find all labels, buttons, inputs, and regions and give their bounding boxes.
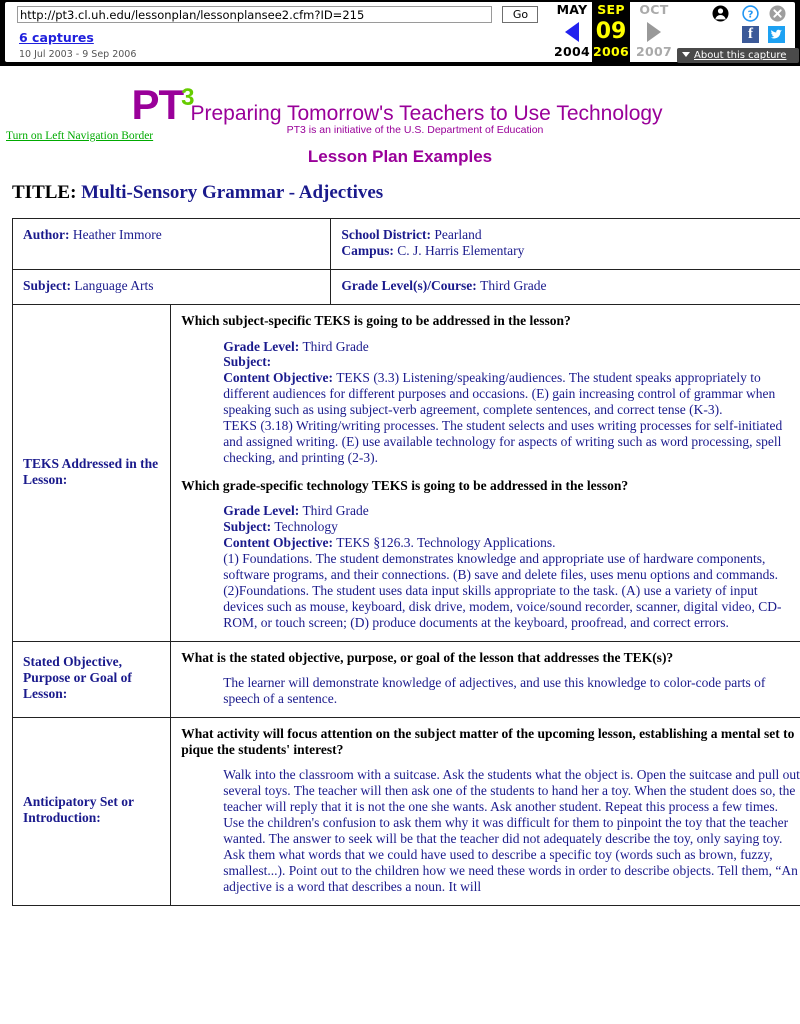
user-account-icon[interactable] [712,5,729,22]
teks2-objective-label: Content Objective: [223,535,334,551]
teks2-grade-value: Third Grade [302,503,369,519]
grade-value: Third Grade [480,278,547,293]
pt3-logo-tagline: Preparing Tomorrow's Teachers to Use Technology [190,102,663,125]
objective-row-label: Stated Objective, Purpose or Goal of Lesson: [13,641,171,717]
current-capture-column [592,2,630,62]
next-capture-column[interactable] [632,2,676,62]
current-year-label: 2006 [593,44,629,59]
table-row-teks [13,305,800,642]
teks2-objective-value: TEKS §126.3. Technology Applications. [336,535,556,551]
facebook-icon[interactable] [742,26,759,43]
anticipatory-answer [223,767,800,894]
table-row-subject [13,270,800,305]
page-content [0,66,800,906]
objective-answer-text: The learner will demonstrate knowledge of adjectives, and use this knowledge to color-code parts of speech of a sentence. [223,675,766,707]
teks-answer-2 [223,503,800,630]
table-row-author [13,219,800,270]
objective-question: What is the stated objective, purpose, or goal of the lesson that addresses the TEK(s)? [181,649,674,665]
author-value: Heather Immore [72,227,162,242]
teks-answer-1 [223,339,800,466]
help-icon[interactable] [742,5,759,22]
previous-month-label: MAY [556,2,588,17]
facebook-glyph: f [748,26,753,42]
next-month-label: OCT [639,2,669,17]
turn-on-left-navigation-border-link[interactable]: Turn on Left Navigation Border [6,130,154,142]
table-row-objective [13,641,800,717]
next-year-label: 2007 [636,44,672,59]
teks2-subject-value: Technology [274,519,338,535]
previous-capture-column[interactable] [550,2,594,62]
title-value: Multi-Sensory Grammar - Adjectives [81,182,384,203]
teks1-subject-label: Subject: [223,354,272,370]
captures-link[interactable]: 6 captures [19,30,94,45]
subject-value: Language Arts [74,278,154,293]
go-button[interactable]: Go [502,6,538,23]
wayback-toolbar [0,0,800,66]
previous-year-label: 2004 [554,44,590,59]
twitter-icon[interactable] [768,26,785,43]
teks1-grade-value: Third Grade [302,338,369,354]
teks-question-2: Which grade-specific technology TEKS is going to be addressed in the lesson? [181,477,629,493]
author-label: Author: [23,227,70,242]
previous-arrow-icon[interactable] [565,22,579,42]
lesson-title [12,182,800,204]
subject-cell [13,270,331,305]
teks2-subject-label: Subject: [223,519,272,535]
anticipatory-row-content [171,718,800,905]
capture-date-range: 10 Jul 2003 - 9 Sep 2006 [19,49,137,60]
pt3-logo [0,66,800,136]
grade-label: Grade Level(s)/Course: [341,278,477,293]
next-arrow-icon[interactable] [647,22,661,42]
teks1-objective-value: TEKS (3.3) Listening/speaking/audiences. The student speaks appropriately to different audiences for different purposes and occasions. (E) gain increasing control of grammar when speaking such as using subject-verb agreement, complete sentences, and correct tense (K-3). [223,370,776,418]
pt3-logo-subtitle: PT3 is an initiative of the U.S. Department of Education [286,124,544,136]
anticipatory-row-label: Anticipatory Set or Introduction: [13,718,171,905]
pt3-logo-mark: PT [131,81,184,128]
teks2-grade-label: Grade Level: [223,503,300,519]
subject-label: Subject: [23,278,71,293]
date-navigator [550,2,680,62]
teks1-grade-label: Grade Level: [223,338,300,354]
teks2-objective-value3: (2)Foundations. The student uses data input skills appropriate to the task. (A) use a variety of input devices such as mouse, keyboard, disk drive, modem, voice/sound recorder, scanner, digital video, CD-ROM, or touch screen; (D) produce documents at the keyboard, proofread, and correct errors. [223,583,782,630]
campus-value: C. J. Harris Elementary [397,243,525,258]
district-label: School District: [341,227,431,242]
teks1-objective-value2: TEKS (3.18) Writing/writing processes. The student selects and uses writing processes for self-initiated and assigned writing. (E) use available technology for aspects of writing such as word processing, spell checking, and printing (2-3). [223,418,783,465]
pt3-logo-superscript: 3 [181,83,195,111]
table-row-anticipatory [13,718,800,905]
campus-label: Campus: [341,243,394,258]
chevron-down-icon [682,52,690,57]
current-day-label: 09 [595,19,627,44]
current-month-label: SEP [597,2,625,17]
author-cell [13,219,331,270]
anticipatory-question: What activity will focus attention on the subject matter of the upcoming lesson, establishing a mental set to pique the students' interest? [181,726,795,757]
close-icon[interactable] [769,5,786,22]
about-this-capture-button[interactable] [677,48,799,63]
lesson-plan-table [12,218,800,305]
objective-row-content [171,641,800,717]
teks-row-content [171,305,800,642]
objective-answer [223,675,800,707]
lesson-plan-body-table [12,304,800,906]
teks-question-1: Which subject-specific TEKS is going to be addressed in the lesson? [181,313,571,328]
school-cell [331,219,800,270]
wayback-url-row [17,6,538,24]
svg-text:?: ? [747,9,754,21]
teks1-objective-label: Content Objective: [223,370,334,386]
grade-cell [331,270,800,305]
teks2-objective-value2: (1) Foundations. The student demonstrates knowledge and appropriate use of hardware components, software programs, and their connections. (B) save and delete files, uses menu options and commands. [223,551,779,583]
title-label: TITLE: [12,182,77,203]
wayback-toolbar-inner [5,2,795,62]
url-input[interactable] [17,6,492,23]
about-this-capture-label: About this capture [694,50,787,61]
anticipatory-answer-text: Walk into the classroom with a suitcase. Ask the students what the object is. Open the suitcase and pull out several toys. The teacher will then ask one of the students to hand her a toy. When the student does so, the teacher will reply that it is not the one she wants. Ask another student. Repeat this process a few times. Use the children's confusion to ask them why it was difficult for them to pinpoint the toy that the teacher wanted. The answer to seek will be that the teacher did not adequately describe the toy, only saying toy. Ask them what words that we could have used to describe a specific toy (words such as brown, fuzzy, smallest...). Point out to the children how we need these words in order to describe objects. Tell them, “An adjective is a word that describes a noun. It will [223,767,800,894]
pt3-logo-line [0,81,800,128]
district-value: Pearland [434,227,482,242]
teks-row-label: TEKS Addressed in the Lesson: [13,305,171,642]
page-heading: Lesson Plan Examples [307,147,493,166]
